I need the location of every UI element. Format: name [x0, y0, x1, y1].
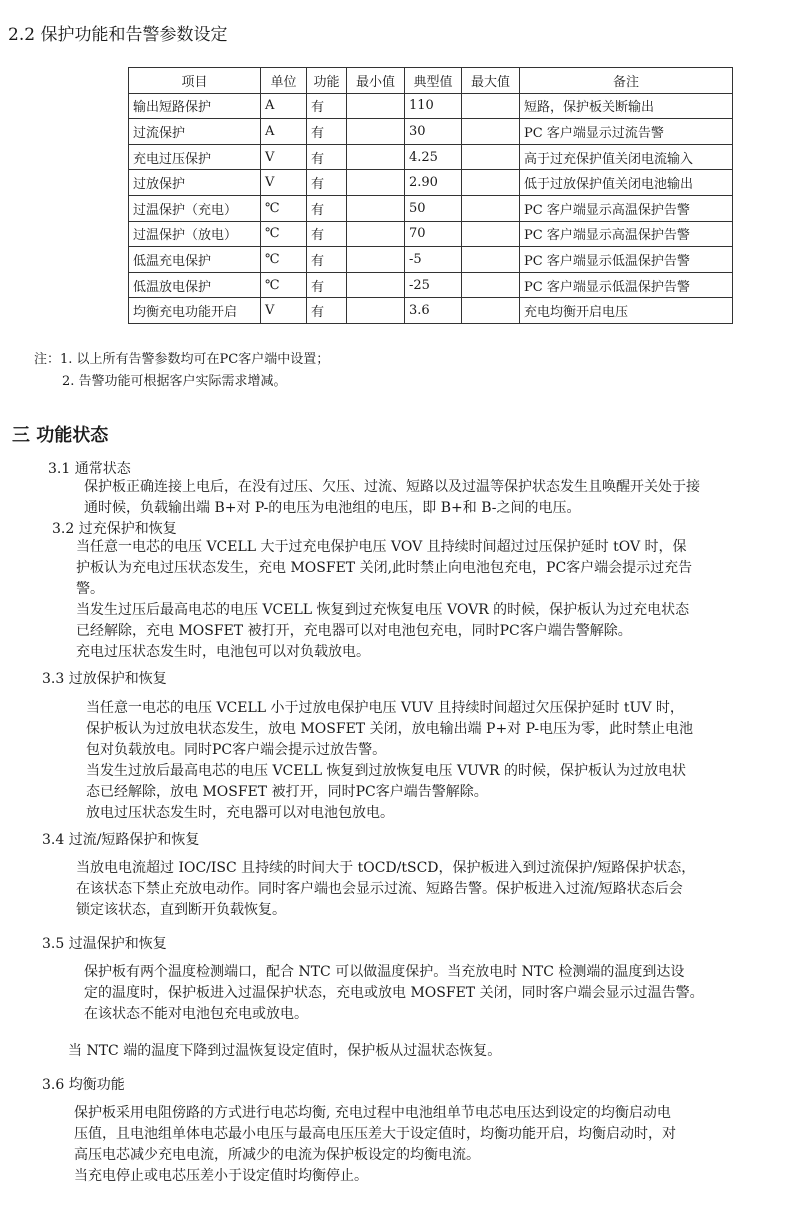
col-header-remark: 备注	[520, 68, 733, 94]
paragraph-line: 定的温度时，保护板进入过温保护状态，充电或放电 MOSFET 关闭，同时客户端会显示过温告警。	[84, 985, 704, 1001]
section-3-4-title: 3.4 过流/短路保护和恢复	[42, 832, 200, 848]
paragraph-line: 保护板有两个温度检测端口，配合 NTC 可以做温度保护。当充放电时 NTC 检测端的温度到达设	[84, 964, 685, 980]
cell-unit: A	[261, 93, 307, 119]
table-row	[129, 144, 733, 170]
cell-unit: A	[261, 119, 307, 145]
cell-typical: 30	[405, 119, 462, 145]
section-3-5-title: 3.5 过温保护和恢复	[42, 936, 167, 952]
table-row	[129, 221, 733, 247]
paragraph-line: 当发生过压后最高电芯的电压 VCELL 恢复到过充恢复电压 VOVR 的时候，保护板认为过充电状态	[76, 602, 690, 618]
cell-min	[347, 195, 405, 221]
paragraph-line: 当放电电流超过 IOC/ISC 且持续的时间大于 tOCD/tSCD，保护板进入到过流保护/短路保护状态，	[76, 860, 696, 876]
paragraph-line: 通时候，负载输出端 B+对 P-的电压为电池组的电压，即 B+和 B-之间的电压。	[84, 500, 581, 516]
section-3-6-title: 3.6 均衡功能	[42, 1077, 125, 1093]
paragraph-line: 态已经解除，放电 MOSFET 被打开，同时PC客户端告警解除。	[86, 784, 488, 800]
section-3-6-body	[74, 1103, 676, 1187]
cell-unit: ℃	[261, 195, 307, 221]
cell-min	[347, 93, 405, 119]
cell-unit: ℃	[261, 272, 307, 298]
cell-function: 有	[307, 247, 347, 273]
section-3-3-body	[86, 698, 693, 824]
cell-typical: 70	[405, 221, 462, 247]
table-row	[129, 119, 733, 145]
col-header-unit: 单位	[261, 68, 307, 94]
table-row	[129, 272, 733, 298]
cell-function: 有	[307, 272, 347, 298]
cell-max	[462, 144, 520, 170]
section-3-5-body	[84, 962, 704, 1025]
paragraph-line: 当任意一电芯的电压 VCELL 小于过放电保护电压 VUV 且持续时间超过欠压保护延时 tUV 时，	[86, 700, 684, 716]
paragraph-line: 当任意一电芯的电压 VCELL 大于过充电保护电压 VOV 且持续时间超过过压保护延时 tOV 时，保	[76, 539, 687, 555]
paragraph-line: 保护板认为过放电状态发生，放电 MOSFET 关闭，放电输出端 P+对 P-电压为零，此时禁止电池	[86, 721, 694, 737]
section-3-5-recovery: 当 NTC 端的温度下降到过温恢复设定值时，保护板从过温状态恢复。	[68, 1043, 502, 1059]
cell-remark: PC 客户端显示低温保护告警	[520, 272, 733, 298]
section-3-1-title: 3.1 通常状态	[48, 461, 131, 477]
paragraph-line: 包对负载放电。同时PC客户端会提示过放告警。	[86, 742, 387, 758]
cell-min	[347, 119, 405, 145]
paragraph-line: 高压电芯减少充电电流，所减少的电流为保护板设定的均衡电流。	[74, 1147, 480, 1163]
cell-remark: 短路，保护板关断输出	[520, 93, 733, 119]
cell-max	[462, 195, 520, 221]
section-3-title: 三 功能状态	[12, 425, 109, 446]
cell-remark: 充电均衡开启电压	[520, 298, 733, 324]
paragraph-line: 已经解除，充电 MOSFET 被打开，充电器可以对电池包充电，同时PC客户端告警解除。	[76, 623, 632, 639]
cell-min	[347, 298, 405, 324]
cell-typical: 3.6	[405, 298, 462, 324]
paragraph-line: 在该状态不能对电池包充电或放电。	[84, 1006, 308, 1022]
cell-typical: 110	[405, 93, 462, 119]
col-header-min: 最小值	[347, 68, 405, 94]
cell-max	[462, 170, 520, 196]
cell-remark: 高于过充保护值关闭电流输入	[520, 144, 733, 170]
section-3-2-title: 3.2 过充保护和恢复	[52, 521, 177, 537]
paragraph-line: 当充电停止或电芯压差小于设定值时均衡停止。	[74, 1168, 368, 1184]
protection-parameter-table	[128, 67, 733, 324]
cell-item: 过放保护	[129, 170, 261, 196]
section-3-1-body	[84, 477, 700, 519]
cell-min	[347, 144, 405, 170]
col-header-item: 项目	[129, 68, 261, 94]
cell-remark: 低于过放保护值关闭电池输出	[520, 170, 733, 196]
cell-item: 过流保护	[129, 119, 261, 145]
cell-typical: 2.90	[405, 170, 462, 196]
table-row	[129, 195, 733, 221]
cell-item: 输出短路保护	[129, 93, 261, 119]
cell-unit: V	[261, 298, 307, 324]
cell-typical: -25	[405, 272, 462, 298]
section-3-2-body	[76, 537, 692, 663]
section-3-4-body	[76, 858, 695, 921]
cell-remark: PC 客户端显示过流告警	[520, 119, 733, 145]
cell-unit: V	[261, 144, 307, 170]
cell-typical: 4.25	[405, 144, 462, 170]
cell-max	[462, 247, 520, 273]
note-line-2: 2. 告警功能可根据客户实际需求增减。	[62, 374, 287, 389]
section-2-2-title: 2.2 保护功能和告警参数设定	[8, 25, 228, 45]
paragraph-line: 护板认为充电过压状态发生，充电 MOSFET 关闭,此时禁止向电池包充电，PC客户端会提示过充告	[76, 560, 693, 576]
table-row	[129, 247, 733, 273]
cell-min	[347, 272, 405, 298]
cell-function: 有	[307, 298, 347, 324]
cell-max	[462, 93, 520, 119]
cell-max	[462, 272, 520, 298]
cell-function: 有	[307, 170, 347, 196]
cell-item: 过温保护（放电）	[129, 221, 261, 247]
cell-typical: -5	[405, 247, 462, 273]
cell-remark: PC 客户端显示高温保护告警	[520, 195, 733, 221]
paragraph-line: 充电过压状态发生时，电池包可以对负载放电。	[76, 644, 370, 660]
paragraph-line: 当发生过放后最高电芯的电压 VCELL 恢复到过放恢复电压 VUVR 的时候，保护板认为过放电状	[86, 763, 686, 779]
table-header-row	[129, 68, 733, 94]
cell-function: 有	[307, 144, 347, 170]
cell-max	[462, 119, 520, 145]
cell-min	[347, 221, 405, 247]
paragraph-line: 警。	[76, 581, 104, 597]
col-header-function: 功能	[307, 68, 347, 94]
cell-item: 低温放电保护	[129, 272, 261, 298]
col-header-typical: 典型值	[405, 68, 462, 94]
section-3-3-title: 3.3 过放保护和恢复	[42, 671, 167, 687]
cell-remark: PC 客户端显示低温保护告警	[520, 247, 733, 273]
cell-min	[347, 247, 405, 273]
table-row	[129, 93, 733, 119]
cell-unit: ℃	[261, 221, 307, 247]
cell-item: 过温保护（充电）	[129, 195, 261, 221]
cell-item: 充电过压保护	[129, 144, 261, 170]
col-header-max: 最大值	[462, 68, 520, 94]
cell-typical: 50	[405, 195, 462, 221]
cell-unit: V	[261, 170, 307, 196]
cell-function: 有	[307, 93, 347, 119]
paragraph-line: 在该状态下禁止充放电动作。同时客户端也会显示过流、短路告警。保护板进入过流/短路状态后会	[76, 881, 683, 897]
cell-max	[462, 221, 520, 247]
paragraph-line: 锁定该状态，直到断开负载恢复。	[76, 902, 286, 918]
cell-item: 均衡充电功能开启	[129, 298, 261, 324]
cell-function: 有	[307, 119, 347, 145]
cell-function: 有	[307, 221, 347, 247]
table-row	[129, 298, 733, 324]
cell-unit: ℃	[261, 247, 307, 273]
cell-max	[462, 298, 520, 324]
table-row	[129, 170, 733, 196]
cell-item: 低温充电保护	[129, 247, 261, 273]
paragraph-line: 压值，且电池组单体电芯最小电压与最高电压压差大于设定值时，均衡功能开启，均衡启动时，对	[74, 1126, 676, 1142]
note-line-1: 注：1. 以上所有告警参数均可在PC客户端中设置；	[34, 352, 330, 367]
paragraph-line: 放电过压状态发生时，充电器可以对电池包放电。	[86, 805, 394, 821]
cell-function: 有	[307, 195, 347, 221]
paragraph-line: 保护板采用电阻傍路的方式进行电芯均衡, 充电过程中电池组单节电芯电压达到设定的均衡启动电	[74, 1105, 671, 1121]
paragraph-line: 保护板正确连接上电后，在没有过压、欠压、过流、短路以及过温等保护状态发生且唤醒开关处于接	[84, 479, 700, 495]
cell-min	[347, 170, 405, 196]
cell-remark: PC 客户端显示高温保护告警	[520, 221, 733, 247]
